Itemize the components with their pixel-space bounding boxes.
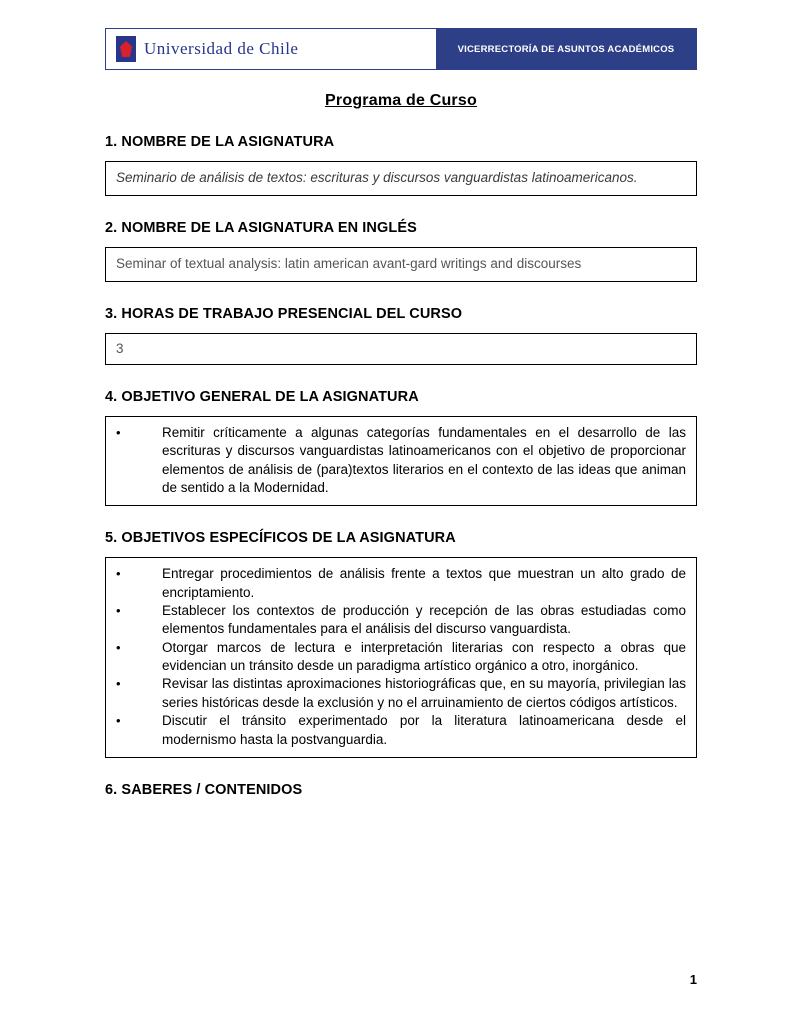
objetivos-especificos-list xyxy=(116,565,686,749)
university-logo-icon xyxy=(116,36,136,62)
university-name: Universidad de Chile xyxy=(144,39,299,58)
list-item-text: Discutir el tránsito experimentado por la literatura latinoamericana desde el modernismo hasta la postvanguardia. xyxy=(162,713,686,747)
bullet-icon: • xyxy=(116,603,121,619)
field-horas-trabajo-presencial: 3 xyxy=(105,333,697,365)
page-number: 1 xyxy=(689,972,697,987)
field-objetivos-especificos xyxy=(105,557,697,758)
bullet-icon: • xyxy=(116,713,121,729)
section-heading-1: 1. NOMBRE DE LA ASIGNATURA xyxy=(105,134,335,150)
department-name: VICERRECTORÍA DE ASUNTOS ACADÉMICOS xyxy=(436,29,696,69)
field-objetivo-general xyxy=(105,416,697,506)
field-nombre-asignatura: Seminario de análisis de textos: escrituras y discursos vanguardistas latinoamericanos. xyxy=(105,161,697,196)
section-heading-5: 5. OBJETIVOS ESPECÍFICOS DE LA ASIGNATURA xyxy=(105,530,456,547)
list-item-text: Remitir críticamente a algunas categorías fundamentales en el desarrollo de las escrituras y discursos vanguardistas latinoamericanos con el objetivo de proporcionar elementos de análisis de (para)textos literarios en el contexto de las ideas que animan de sentido a la Modernidad. xyxy=(162,424,686,495)
list-item-text: Entregar procedimientos de análisis frente a textos que muestran un alto grado de encriptamiento. xyxy=(162,566,686,600)
objetivo-general-list xyxy=(116,424,686,497)
list-item-text: Otorgar marcos de lectura e interpretación literarias con respecto a obras que evidencian un tránsito desde un paradigma artístico orgánico a otro, inorgánico. xyxy=(162,639,686,674)
bullet-icon: • xyxy=(116,424,121,440)
list-item xyxy=(116,712,686,749)
list-item xyxy=(116,639,686,676)
page-title: Programa de Curso xyxy=(325,92,477,109)
section-heading-3: 3. HORAS DE TRABAJO PRESENCIAL DEL CURSO xyxy=(105,305,463,322)
university-branding xyxy=(106,29,436,69)
bullet-icon: • xyxy=(116,676,121,692)
list-item-text: Revisar las distintas aproximaciones historiográficas que, en su mayoría, privilegian las series históricas desde la exclusión y no el arruinamiento de ciertos códigos artísticos. xyxy=(162,676,686,710)
field-nombre-asignatura-ingles: Seminar of textual analysis: latin american avant-gard writings and discourses xyxy=(105,247,697,282)
list-item-text: Establecer los contextos de producción y recepción de las obras estudiadas como elementos fundamentales para el análisis del discurso vanguardista. xyxy=(162,603,686,637)
bullet-icon: • xyxy=(116,639,121,655)
document-header xyxy=(105,28,697,70)
section-heading-6: 6. SABERES / CONTENIDOS xyxy=(105,781,303,798)
list-item xyxy=(116,675,686,712)
list-item xyxy=(116,602,686,639)
bullet-icon: • xyxy=(116,566,121,582)
section-heading-4: 4. OBJETIVO GENERAL DE LA ASIGNATURA xyxy=(105,388,419,405)
list-item xyxy=(116,424,686,497)
page-content xyxy=(105,28,697,809)
section-heading-2: 2. NOMBRE DE LA ASIGNATURA EN INGLÉS xyxy=(105,219,417,236)
list-item xyxy=(116,565,686,602)
